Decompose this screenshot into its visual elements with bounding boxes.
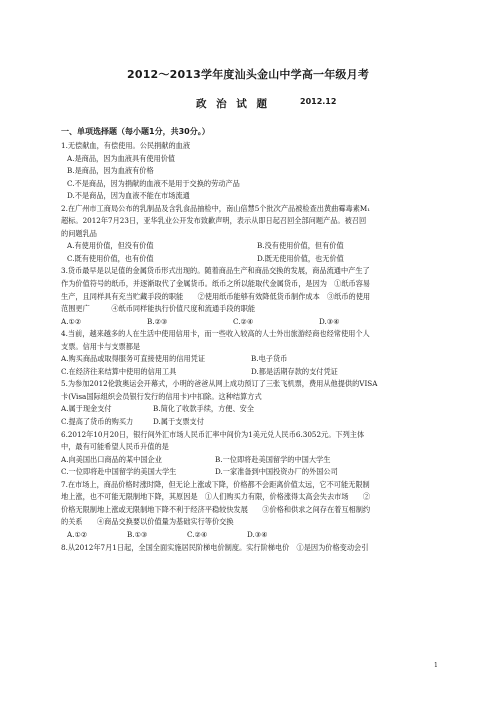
q6-stem-line: 6.2012年10月20日，银行间外汇市场人民币汇率中间价为1美元兑人民币6.3052元。下列主体 <box>61 429 365 439</box>
q7-option-c: C.②④ <box>187 529 208 539</box>
q3-stem-line: 作为价值符号的纸币，并逐渐取代了金属货币。纸币之所以能取代金属货币，是因为 ①纸币容易 <box>61 279 371 289</box>
q4-options-row <box>61 366 441 379</box>
page-number: 1 <box>434 662 438 669</box>
q5-option-c: C.提高了货币的购买力 <box>61 417 134 427</box>
q6-options-row <box>61 466 441 479</box>
q5-stem-line: 5.为参加2012伦敦奥运会开幕式，小明的爸爸从网上成功预订了三张飞机票，费用从他提供的VISA <box>61 379 378 389</box>
q1-option-b: B.是商品，因为血液有价格 <box>67 166 154 176</box>
q2-options-row <box>61 253 441 266</box>
q5-option-b: B.简化了收款手续，方便、安全 <box>153 404 255 414</box>
q6-options-row <box>61 454 441 467</box>
q7-option-b: B.①③ <box>127 529 148 539</box>
q6-option-c: C.一位即将赴中国留学的美国大学生 <box>61 467 177 477</box>
q2-option-c: C.既有使用价值，也有价值 <box>67 253 154 263</box>
q1-option-a: A.是商品，因为血液具有使用价值 <box>67 153 176 163</box>
q7-option-a: A.①② <box>67 529 88 539</box>
exam-subject: 政 治 试 题 <box>196 98 270 110</box>
q4-option-b: B.电子货币 <box>251 354 288 364</box>
q4-option-d: D.都是活期存款的支付凭证 <box>251 366 338 376</box>
q4-stem-line: 支票。信用卡与支票都是 <box>61 341 141 351</box>
q4-option-a: A.购买商品或取得服务可直接使用的信用凭证 <box>61 354 206 364</box>
q3-option-c: C.②④ <box>233 316 254 326</box>
q7-options-row <box>61 529 441 542</box>
q8-stem-line: 8.从2012年7月1日起，全国全面实施居民阶梯电价制度。实行阶梯电价 ①是因为价格变动会引 <box>61 542 369 552</box>
q1-stem: 1.无偿献血，有偿使用。公民捐献的血液 <box>61 141 191 150</box>
q5-options-row <box>61 416 441 429</box>
q5-options-row <box>61 403 441 416</box>
question-list <box>61 140 441 554</box>
q7-stem-line: 地上涨，也不可能无限制地下降，其原因是 ①人们购买力有限，价格涨得太高会失去市场 ② <box>61 492 371 502</box>
q3-option-a: A.①② <box>61 316 82 326</box>
q7-stem-line: 价格无限制地上涨或无限制地下降不利于经济平稳较快发展 ③价格和供求之间存在着互相制约 <box>61 504 371 514</box>
q7-stem-line: 7.在市场上，商品价格时涨时降，但无论上涨或下降，价格都不会距离价值太远，它不可能无限制 <box>61 479 370 489</box>
exam-date: 2012.12 <box>300 97 337 106</box>
q2-stem-line: 的问题乳品 <box>61 228 97 238</box>
q7-stem-line: 的关系 ④商品交换要以价值量为基础实行等价交换 <box>61 517 234 527</box>
q1-option-c: C.不是商品，因为捐献的血液不是用于交换的劳动产品 <box>67 178 240 188</box>
q3-stem-line: 生产，且同样具有充当贮藏手段的职能 ②使用纸币能够有效降低货币制作成本 ③纸币的使用 <box>61 291 371 301</box>
q2-option-d: D.既无使用价值，也无价值 <box>257 253 344 263</box>
q7-option-d: D.③④ <box>247 529 268 539</box>
q3-option-b: B.②③ <box>147 316 168 326</box>
q3-stem-line: 范围更广 ④纸币同样能执行价值尺度和流通手段的职能 <box>61 304 256 314</box>
q2-option-b: B.没有使用价值，但有价值 <box>257 241 344 251</box>
q3-options-row <box>61 316 441 329</box>
q1-option-d: D.不是商品，因为血液不能在市场流通 <box>67 191 190 201</box>
section-heading: 一、单项选择题（每小题1分，共30分。） <box>61 127 210 136</box>
q6-option-a: A.向美国出口商品的某中国企业 <box>61 454 162 464</box>
q4-option-c: C.在经济往来结算中使用的信用工具 <box>61 366 177 376</box>
q3-option-d: D.③④ <box>319 316 340 326</box>
q6-option-d: D.一家准备到中国投资办厂的外国公司 <box>215 467 338 477</box>
q5-option-d: D.属于支票支付 <box>153 417 204 427</box>
q4-stem-line: 4.当前，越来越多的人在生活中使用信用卡，而一些收入较高的人士外出旅游经商也经常使用个人 <box>61 329 370 339</box>
q2-options-row <box>61 240 441 253</box>
q5-option-a: A.属于现金支付 <box>61 404 112 414</box>
q6-stem-line: 中，最有可能希望人民币升值的是 <box>61 442 169 452</box>
q2-option-a: A.有使用价值，但没有价值 <box>67 241 154 251</box>
q6-option-b: B.一位即将赴美国留学的中国大学生 <box>215 454 331 464</box>
q2-stem-line: 超标。2012年7月23日，亚华乳业公开发布致歉声明，表示从即日起召回全部问题产品。被召回 <box>61 216 367 226</box>
exam-title: 2012～2013学年度汕头金山中学高一年级月考 <box>126 68 370 81</box>
q5-stem-line: 卡(Visa国际组织会员银行发行的信用卡)中扣除。这种结算方式 <box>61 391 262 401</box>
q2-stem-line: 2.在广州市工商局公布的乳制品及含乳食品抽检中，南山倍慧5个批次产品被检查出黄曲霉毒素M₁ <box>61 203 371 213</box>
q3-stem-line: 3.货币最早是以足值的金属货币形式出现的。随着商品生产和商品交换的发展，商品流通中产生了 <box>61 266 370 276</box>
q4-options-row <box>61 353 441 366</box>
